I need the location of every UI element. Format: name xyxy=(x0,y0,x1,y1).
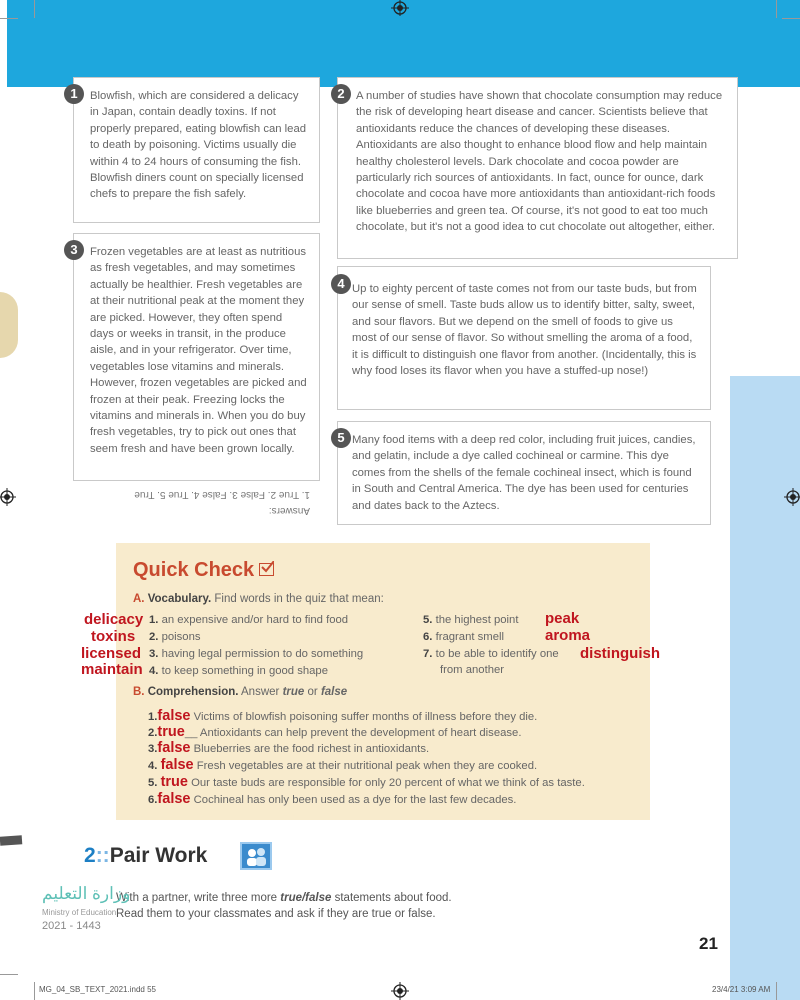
registration-mark-icon xyxy=(0,488,16,506)
vocab-label: A. xyxy=(133,593,145,605)
page-number: 21 xyxy=(699,934,718,953)
vocab-item-continued: from another xyxy=(440,664,505,676)
decorative-food-image xyxy=(0,292,18,358)
comprehension-item: 3.false Blueberries are the food richest in antioxidants. xyxy=(148,740,430,756)
vocabulary-heading xyxy=(133,593,384,605)
crop-mark xyxy=(34,982,35,1000)
fact-text: Up to eighty percent of taste comes not from our taste buds, but from our sense of smell. Taste buds allow us to identify bitter, salty, sweet, and sour flavors. But we depend on the smell of foods to give us most of our sense of flavor. So without smelling the aroma of a food, it is difficult to distinguish one flavor from another. (Incidentally, this is why food loses its flavor when you have a stuffed-up nose!) xyxy=(352,283,697,378)
right-color-band xyxy=(730,376,800,1000)
handwritten-answer: false xyxy=(160,757,194,773)
comprehension-item: 1.false Victims of blowfish poisoning suffer months of illness before they die. xyxy=(148,708,538,724)
fact-text: A number of studies have shown that chocolate consumption may reduce the risk of developing heart disease and cancer. Scientists believe that antioxidants reduce the chances of developing these diseases. Antioxidants are also thought to enhance blood flow and help maintain healthy cholesterol levels. Dark chocolate and cocoa powder are particularly rich sources of antioxidants. In fact, ounce for ounce, dark chocolate and cocoa have more antioxidants than antioxidant-rich foods like blueberries and green tea. Of course, it's not good to eat too much chocolate, but it's not a good idea to cut chocolate out altogether, either. xyxy=(356,90,723,234)
registration-mark-icon xyxy=(784,488,800,506)
vocab-item: 3. having legal permission to do something xyxy=(149,648,364,660)
fact-text: Many food items with a deep red color, including fruit juices, candies, and gelatin, include a dye called cochineal or carmine. This dye comes from the shells of the female cochineal insect, which is found in South and Central America. The dye has been used for centuries and dates back to the Aztecs. xyxy=(352,434,696,512)
pair-work-instruction-1: With a partner, write three more true/false statements about food. xyxy=(116,892,452,904)
fact-number-badge: 2 xyxy=(331,84,351,104)
fact-box-5 xyxy=(337,421,711,525)
answers-upside-down xyxy=(80,486,310,518)
handwritten-answer: peak xyxy=(545,610,580,627)
vocab-item: 7. to be able to identify one xyxy=(423,648,559,660)
crop-mark xyxy=(0,974,18,975)
footer-file-name: MG_04_SB_TEXT_2021.indd 55 xyxy=(39,985,156,994)
handwritten-answer: false xyxy=(157,740,191,756)
vocab-item: 4. to keep something in good shape xyxy=(149,665,328,677)
handwritten-answer: licensed xyxy=(81,645,142,662)
crop-mark xyxy=(782,18,800,19)
handwritten-answer: maintain xyxy=(81,661,143,678)
decorative-stroke xyxy=(0,835,22,846)
watermark-year: 2021 - 1443 xyxy=(42,920,101,932)
vocab-item: 5. the highest point xyxy=(423,614,519,626)
handwritten-answer: true xyxy=(157,724,185,740)
fact-box-1 xyxy=(73,77,320,223)
handwritten-answer: toxins xyxy=(91,628,136,645)
ministry-watermark-arabic: وزارة التعليم xyxy=(42,884,131,903)
pair-work-title: 2::Pair Work xyxy=(84,844,208,867)
quick-check-title: Quick Check xyxy=(133,559,255,581)
vocab-item: 2. poisons xyxy=(149,631,201,643)
checkbox-checkmark-icon xyxy=(259,563,274,576)
vocab-item: 6. fragrant smell xyxy=(423,631,504,643)
fact-number-badge: 5 xyxy=(331,428,351,448)
handwritten-answer: aroma xyxy=(545,627,591,644)
handwritten-answer: distinguish xyxy=(580,645,660,662)
registration-mark-icon xyxy=(391,0,409,16)
fact-box-4 xyxy=(337,266,711,410)
fact-number-badge: 3 xyxy=(64,240,84,260)
answers-line: 1. True 2. False 3. False 4. True 5. True xyxy=(134,489,310,500)
vocab-heading-text: Vocabulary. xyxy=(147,593,212,605)
handwritten-answer: false xyxy=(157,791,191,807)
fact-number-badge: 1 xyxy=(64,84,84,104)
comprehension-item: 2.true__ Antioxidants can help prevent the development of heart disease. xyxy=(148,724,522,740)
registration-mark-icon xyxy=(391,982,409,1000)
comprehension-item: 5. true Our taste buds are responsible for only 20 percent of what we think of as taste. xyxy=(148,774,585,790)
pair-work-instruction-2: Read them to your classmates and ask if they are true or false. xyxy=(116,908,436,920)
handwritten-answer: false xyxy=(157,708,191,724)
footer-timestamp: 23/4/21 3:09 AM xyxy=(712,985,771,994)
fact-text: Frozen vegetables are at least as nutritious as fresh vegetables, and may sometimes actually be healthier. Fresh vegetables are at their nutritional peak at the moment they are picked. However, they often spend days or weeks in transit, in the produce aisle, and in your refrigerator. Over time, vegetables lose vitamins and minerals. However, frozen vegetables are picked and frozen at their peak. Freezing locks the vitamins and minerals in. When you do buy fresh vegetables, try to pick out ones that seem fresh and have been grown locally. xyxy=(90,246,307,455)
handwritten-answer: true xyxy=(160,774,188,790)
crop-mark xyxy=(776,0,777,18)
comprehension-item: 6.false Cochineal has only been used as a dye for the last few decades. xyxy=(148,791,517,807)
answers-label: Answers: xyxy=(268,505,310,516)
comp-heading-text: Comprehension. xyxy=(147,686,239,698)
comp-label: B. xyxy=(133,686,145,698)
comprehension-item: 4. false Fresh vegetables are at their nutritional peak when they are cooked. xyxy=(148,757,538,773)
fact-box-2 xyxy=(337,77,738,259)
pair-work-people-icon xyxy=(240,842,272,870)
crop-mark xyxy=(34,0,35,18)
vocab-instruction: Find words in the quiz that mean: xyxy=(214,593,384,605)
handwritten-answer: delicacy xyxy=(84,611,144,628)
ministry-watermark-english: Ministry of Education xyxy=(42,908,117,917)
crop-mark xyxy=(776,982,777,1000)
fact-number-badge: 4 xyxy=(331,274,351,294)
crop-mark xyxy=(0,18,18,19)
fact-box-3 xyxy=(73,233,320,481)
vocab-item: 1. an expensive and/or hard to find food xyxy=(149,614,349,626)
comprehension-heading: B. Comprehension. Answer true or false xyxy=(133,686,348,698)
fact-text: Blowfish, which are considered a delicacy in Japan, contain deadly toxins. If not properly prepared, eating blowfish can lead to death by poisoning. Victims usually die within 4 to 24 hours of consuming the fish. Blowfish diners count on specially licensed chefs to prepare the fish safely. xyxy=(90,90,307,201)
